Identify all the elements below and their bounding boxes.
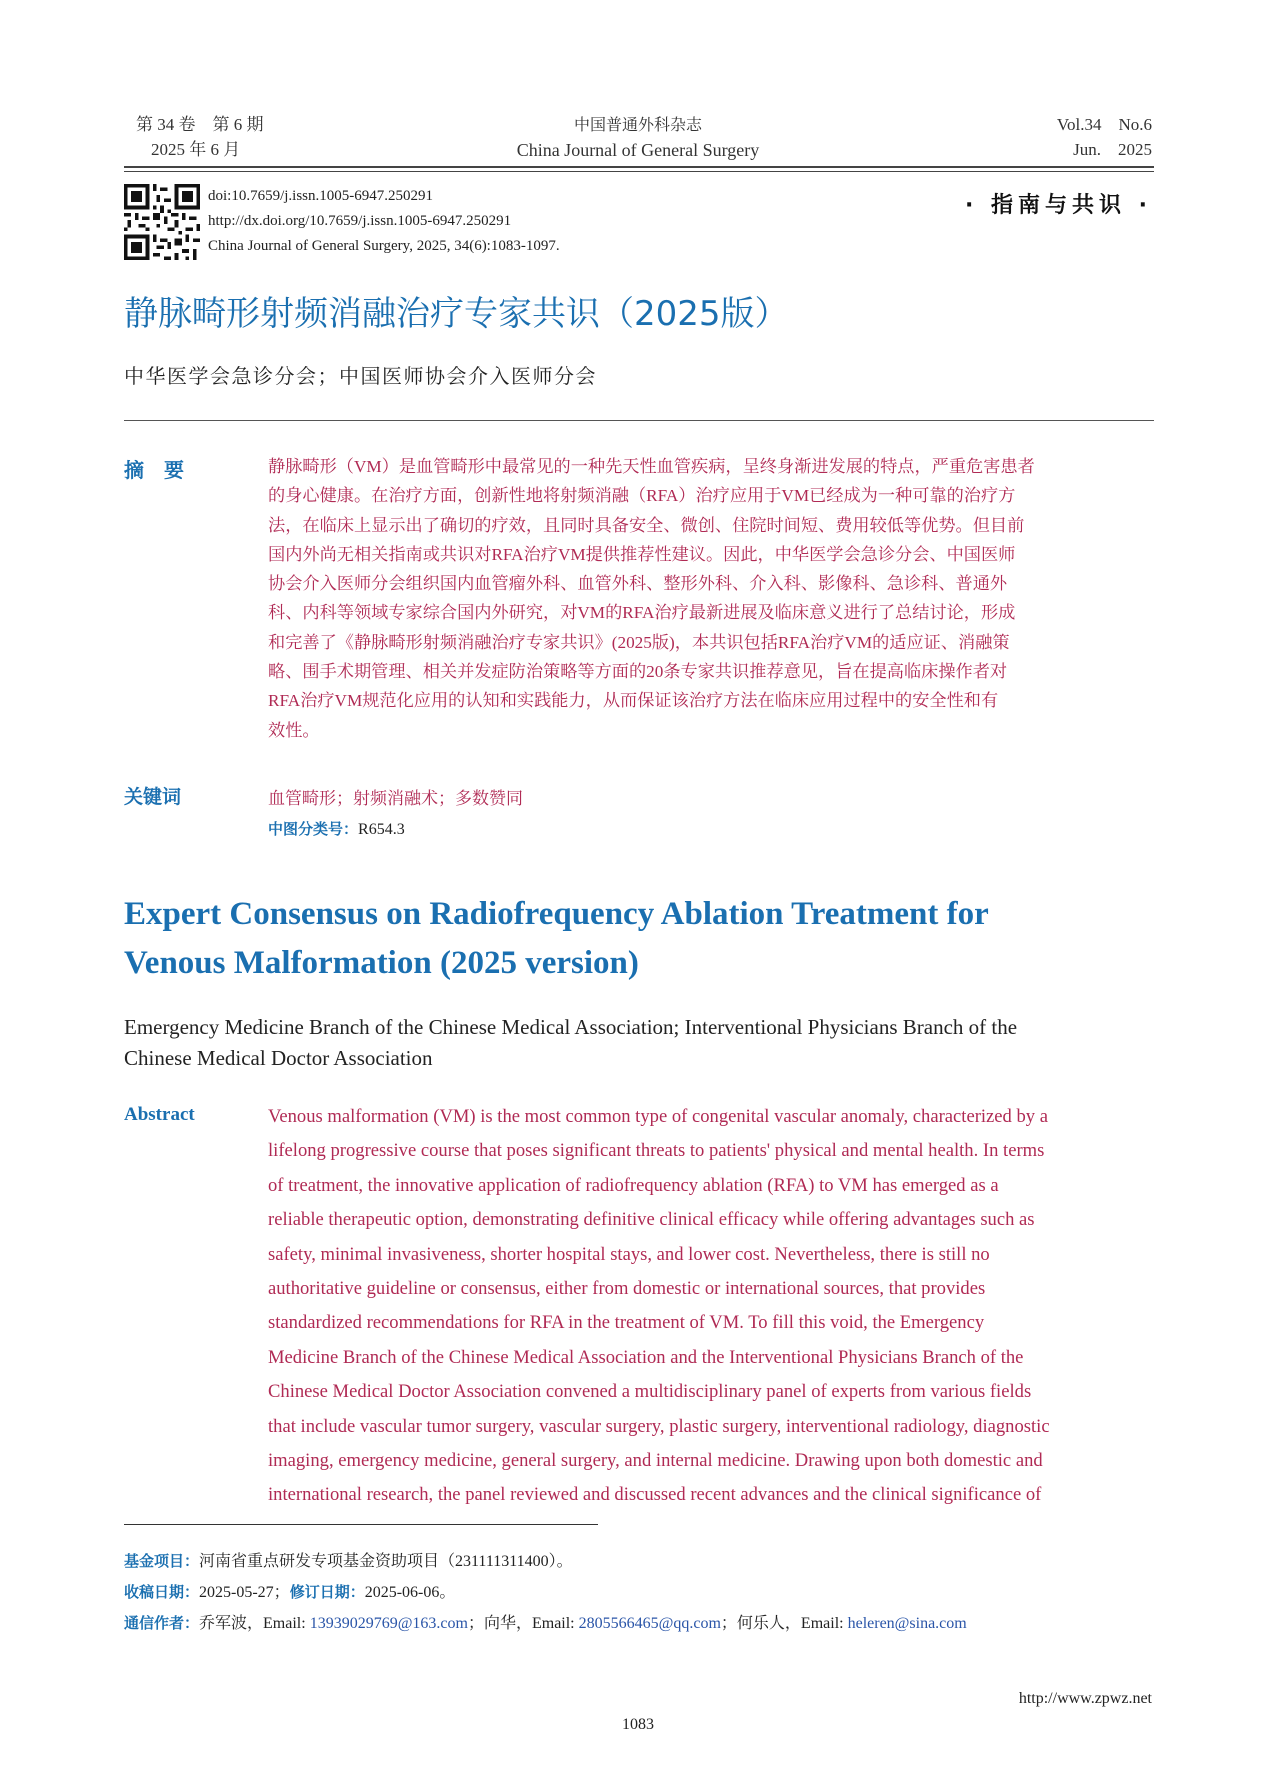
corr-name: ；向华，Email: [467,1615,579,1632]
header-rule-thin [124,171,1154,172]
abstract-line-en: of treatment, the innovative application of radiofrequency ablation (RFA) to VM has emerged as a [268,1174,999,1196]
date-cn: 2025 年 6 月 [151,140,241,159]
abstract-line-en: safety, minimal invasiveness, shorter hospital stays, and lower cost. Nevertheless, there is still no [268,1243,990,1265]
abstract-body-cn [268,452,1154,745]
abstract-line-en: Medicine Branch of the Chinese Medical Association and the Interventional Physicians Branch of the [268,1346,1024,1368]
received-label: 收稿日期： [124,1583,200,1601]
abstract-label-cn: 摘 要 [124,458,184,482]
abstract-line-cn: 法，在临床上显示出了确切的疗效，且同时具备安全、微创、住院时间短、费用较低等优势。但目前 [268,515,1025,535]
abstract-line-cn: 协会介入医师分会组织国内血管瘤外科、血管外科、整形外科、介入科、影像科、急诊科、普通外 [268,574,1008,594]
clc-label: 中图分类号： [268,820,359,838]
authors-en [124,1012,1124,1074]
footnote-rule [124,1524,598,1525]
abstract-line-cn: 科、内科等领域专家综合国内外研究，对VM的RFA治疗最新进展及临床意义进行了总结讨论，形成 [268,603,1016,623]
volume-issue-en: Vol.34 No.6 [1056,115,1152,134]
revised-date: 2025-06-06。 [364,1584,456,1601]
abstract-line-cn: 国内外尚无相关指南或共识对RFA治疗VM提供推荐性建议。因此，中华医学会急诊分会、中国医师 [268,544,1016,564]
revised-label: 修订日期： [289,1583,365,1601]
abstract-line-en: Chinese Medical Doctor Association convened a multidisciplinary panel of experts from various fields [268,1381,1032,1403]
abstract-line-cn: 静脉畸形（VM）是血管畸形中最常见的一种先天性血管疾病，呈终身渐进发展的特点，严重危害患者 [268,457,1035,476]
journal-name-en: China Journal of General Surgery [516,140,760,160]
journal-website[interactable]: http://www.zpwz.net [1018,1690,1152,1707]
title-cn: 静脉畸形射频消融治疗专家共识（2025版） [124,294,789,334]
abstract-line-en: standardized recommendations for RFA in the treatment of VM. To fill this void, the Emergency [268,1312,985,1334]
corr-email-link[interactable]: 2805566465@qq.com [578,1615,721,1632]
abstract-line-cn: 的身心健康。在治疗方面，创新性地将射频消融（RFA）治疗应用于VM已经成为一种可靠的治疗方 [268,486,1016,506]
clc-number [268,818,405,839]
qr-code-icon [124,184,200,260]
abstract-line-en: lifelong progressive course that poses significant threats to patients' physical and mental health. In terms [268,1140,1045,1162]
corr-label: 通信作者： [124,1614,200,1632]
authors-cn: 中华医学会急诊分会；中国医师协会介入医师分会 [124,366,597,388]
section-tag: · 指南与共识 · [964,193,1152,218]
doi-url[interactable]: http://dx.doi.org/10.7659/j.issn.1005-6947.250291 [208,213,512,229]
abstract-line-cn: 效性。 [268,720,320,740]
correspondence-footnote [124,1610,967,1633]
corr-name: 乔军波，Email: [199,1615,310,1632]
abstract-line-en: authoritative guideline or consensus, either from domestic or international sources, that provides [268,1278,986,1300]
title-divider [124,420,1154,421]
keywords-label-cn: 关键词 [124,786,182,808]
abstract-line-en: that include vascular tumor surgery, vascular surgery, plastic surgery, interventional radiology, diagnostic [268,1415,1050,1437]
abstract-line-en: international research, the panel reviewed and discussed recent advances and the clinical significance of [268,1484,1042,1506]
citation: China Journal of General Surgery, 2025, 34(6):1083-1097. [208,238,560,254]
abstract-line-en: reliable therapeutic option, demonstrating definitive clinical efficacy while offering advantages such as [268,1209,1035,1231]
journal-name-cn: 中国普通外科杂志 [573,115,702,134]
authors-en-line: Chinese Medical Doctor Association [124,1046,433,1070]
received-date: 2025-05-27； [199,1584,290,1601]
abstract-line-en: imaging, emergency medicine, general surgery, and internal medicine. Drawing upon both domestic and [268,1450,1043,1472]
authors-en-line: Emergency Medicine Branch of the Chinese Medical Association; Interventional Physicians Branch of the [124,1015,1018,1039]
dates-footnote [124,1579,455,1602]
corr-email-link[interactable]: heleren@sina.com [847,1615,967,1632]
keywords-cn: 血管畸形；射频消融术；多数赞同 [268,789,523,808]
page-number: 1083 [622,1716,654,1733]
doi: doi:10.7659/j.issn.1005-6947.250291 [208,188,434,204]
corr-name: ；何乐人，Email: [720,1615,848,1632]
abstract-line-cn: RFA治疗VM规范化应用的认知和实践能力，从而保证该治疗方法在临床应用过程中的安全性和有 [268,691,999,711]
title-en-line: Venous Malformation (2025 version) [124,945,639,981]
title-en-line: Expert Consensus on Radiofrequency Ablation Treatment for [124,896,989,932]
clc-value: R654.3 [358,821,405,838]
fund-text: 河南省重点研发专项基金资助项目（231111311400）。 [199,1553,573,1570]
abstract-label-en: Abstract [124,1104,195,1125]
title-en [124,890,1124,988]
date-en: Jun. 2025 [1073,140,1152,159]
abstract-line-cn: 略、围手术期管理、相关并发症防治策略等方面的20条专家共识推荐意见，旨在提高临床操作者对 [268,662,1008,682]
fund-label: 基金项目： [124,1552,200,1570]
abstract-line-en: Venous malformation (VM) is the most common type of congenital vascular anomaly, characterized by a [268,1106,1049,1127]
abstract-line-cn: 和完善了《静脉畸形射频消融治疗专家共识》(2025版)，本共识包括RFA治疗VM的适应证、消融策 [268,632,1010,652]
volume-issue-cn: 第 34 卷 第 6 期 [136,115,264,134]
abstract-body-en [268,1100,1154,1513]
header-rule [124,166,1154,168]
fund-footnote [124,1548,573,1571]
corr-email-link[interactable]: 13939029769@163.com [309,1615,468,1632]
